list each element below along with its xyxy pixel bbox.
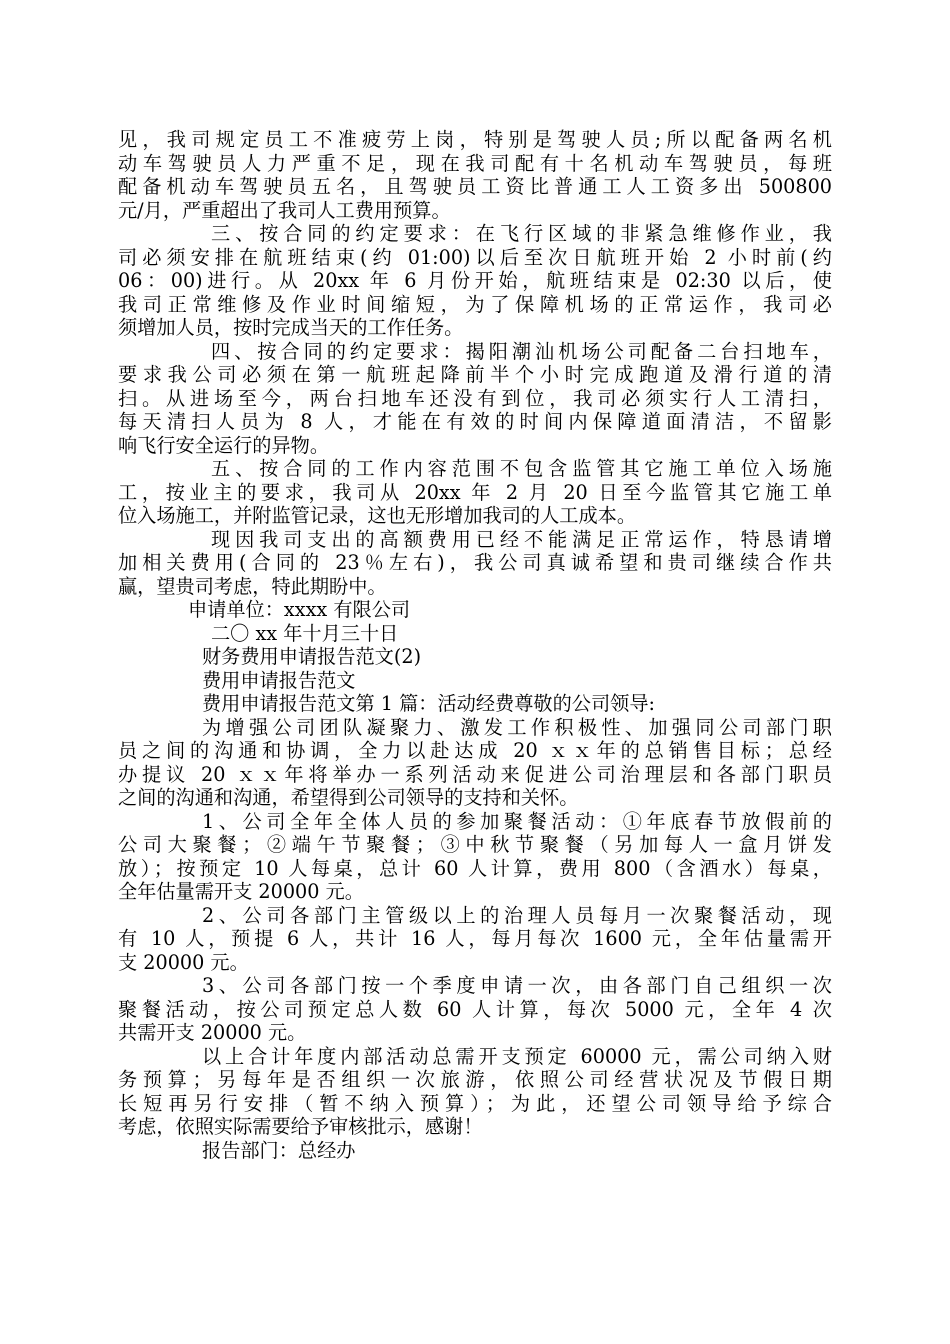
text-line: 2、公司各部门主管级以上的治理人员每月一次聚餐活动，现 bbox=[202, 903, 832, 927]
text-line: 动车驾驶员人力严重不足，现在我司配有十名机动车驾驶员，每班 bbox=[118, 151, 832, 175]
text-line: 三、按合同的约定要求：在飞行区域的非紧急维修作业，我 bbox=[211, 222, 832, 245]
text-line: 四、按合同的约定要求：揭阳潮汕机场公司配备二台扫地车， bbox=[211, 339, 832, 363]
text-line: 共需开支 20000 元。 bbox=[118, 1021, 307, 1044]
text-line: 财务费用申请报告范文(2) bbox=[202, 645, 422, 668]
text-line: 须增加人员，按时完成当天的工作任务。 bbox=[118, 316, 464, 339]
text-line: 放）；按预定 10 人每桌，总计 60 人计算，费用 800（含酒水）每桌， bbox=[118, 856, 832, 880]
text-line: 务预算；另每年是否组织一次旅游，依照公司经营状况及节假日期 bbox=[118, 1068, 832, 1091]
text-line: 现因我司支出的高额费用已经不能满足正常运作，特恳请增 bbox=[211, 527, 832, 551]
text-line: 全年估量需开支 20000 元。 bbox=[118, 880, 364, 903]
document-body bbox=[118, 128, 832, 1162]
text-line: 司必须安排在航班结束(约 01:00)以后至次日航班开始 2 小时前(约 bbox=[118, 245, 832, 269]
text-line: 五、按合同的工作内容范围不包含监管其它施工单位入场施 bbox=[211, 457, 832, 480]
text-line: 3、公司各部门按一个季度申请一次，由各部门自己组织一次 bbox=[202, 974, 832, 997]
text-line: 元/月，严重超出了我司人工费用预算。 bbox=[118, 198, 451, 222]
text-line: 二〇 xx 年十月三十日 bbox=[211, 621, 399, 645]
text-line: 1、公司全年全体人员的参加聚餐活动：①年底春节放假前的 bbox=[202, 809, 832, 833]
text-line: 费用申请报告范文第 1 篇：活动经费尊敬的公司领导: bbox=[202, 692, 655, 715]
text-line: 加相关费用(合同的 23％左右)，我公司真诚希望和贵司继续合作共 bbox=[118, 551, 832, 574]
text-line: 公司大聚餐；②端午节聚餐；③中秋节聚餐（另加每人一盒月饼发 bbox=[118, 833, 832, 856]
text-line: 配备机动车驾驶员五名，且驾驶员工资比普通工人工资多出 500800 bbox=[118, 175, 832, 198]
text-line: 扫。从进场至今，两台扫地车还没有到位，我司必须实行人工清扫， bbox=[118, 386, 832, 410]
text-line: 为增强公司团队凝聚力、激发工作积极性、加强同公司部门职 bbox=[202, 715, 832, 739]
text-line: 办提议 20 ｘｘ年将举办一系列活动来促进公司治理层和各部门职员 bbox=[118, 762, 832, 786]
text-line: 工，按业主的要求，我司从 20xx 年 2 月 20 日至今监管其它施工单 bbox=[118, 480, 832, 504]
text-line: 申请单位：xxxx 有限公司 bbox=[188, 598, 411, 621]
text-line: 考虑，依照实际需要给予审核批示，感谢！ bbox=[118, 1115, 483, 1138]
text-line: 见，我司规定员工不准疲劳上岗，特别是驾驶人员;所以配备两名机 bbox=[118, 128, 832, 151]
text-line: 要求我公司必须在第一航班起降前半个小时完成跑道及滑行道的清 bbox=[118, 363, 832, 386]
text-line: 费用申请报告范文 bbox=[202, 668, 356, 692]
text-line: 赢，望贵司考虑，特此期盼中。 bbox=[118, 574, 387, 598]
text-line: 聚餐活动，按公司预定总人数 60 人计算，每次 5000 元，全年 4 次 bbox=[118, 997, 832, 1021]
text-line: 以上合计年度内部活动总需开支预定 60000 元，需公司纳入财 bbox=[202, 1044, 832, 1068]
text-line: 06：00)进行。从 20xx 年 6 月份开始，航班结束是 02:30 以后，使 bbox=[118, 269, 832, 292]
text-line: 长短再另行安排（暂不纳入预算）；为此，还望公司领导给予综合 bbox=[118, 1091, 832, 1115]
text-line: 员之间的沟通和协调，全力以赴达成 20 ｘｘ年的总销售目标；总经 bbox=[118, 739, 832, 762]
text-line: 之间的沟通和沟通，希望得到公司领导的支持和关怀。 bbox=[118, 786, 579, 809]
text-line: 有 10 人，预提 6 人，共计 16 人，每月每次 1600 元，全年估量需开 bbox=[118, 927, 832, 950]
text-line: 支 20000 元。 bbox=[118, 950, 249, 974]
text-line: 位入场施工，并附监管记录，这也无形增加我司的人工成本。 bbox=[118, 504, 637, 527]
text-line: 响飞行安全运行的异物。 bbox=[118, 433, 330, 457]
text-line: 每天清扫人员为 8 人，才能在有效的时间内保障道面清洁，不留影 bbox=[118, 410, 832, 433]
text-line: 我司正常维修及作业时间缩短，为了保障机场的正常运作，我司必 bbox=[118, 292, 832, 316]
text-line: 报告部门：总经办 bbox=[202, 1138, 356, 1162]
